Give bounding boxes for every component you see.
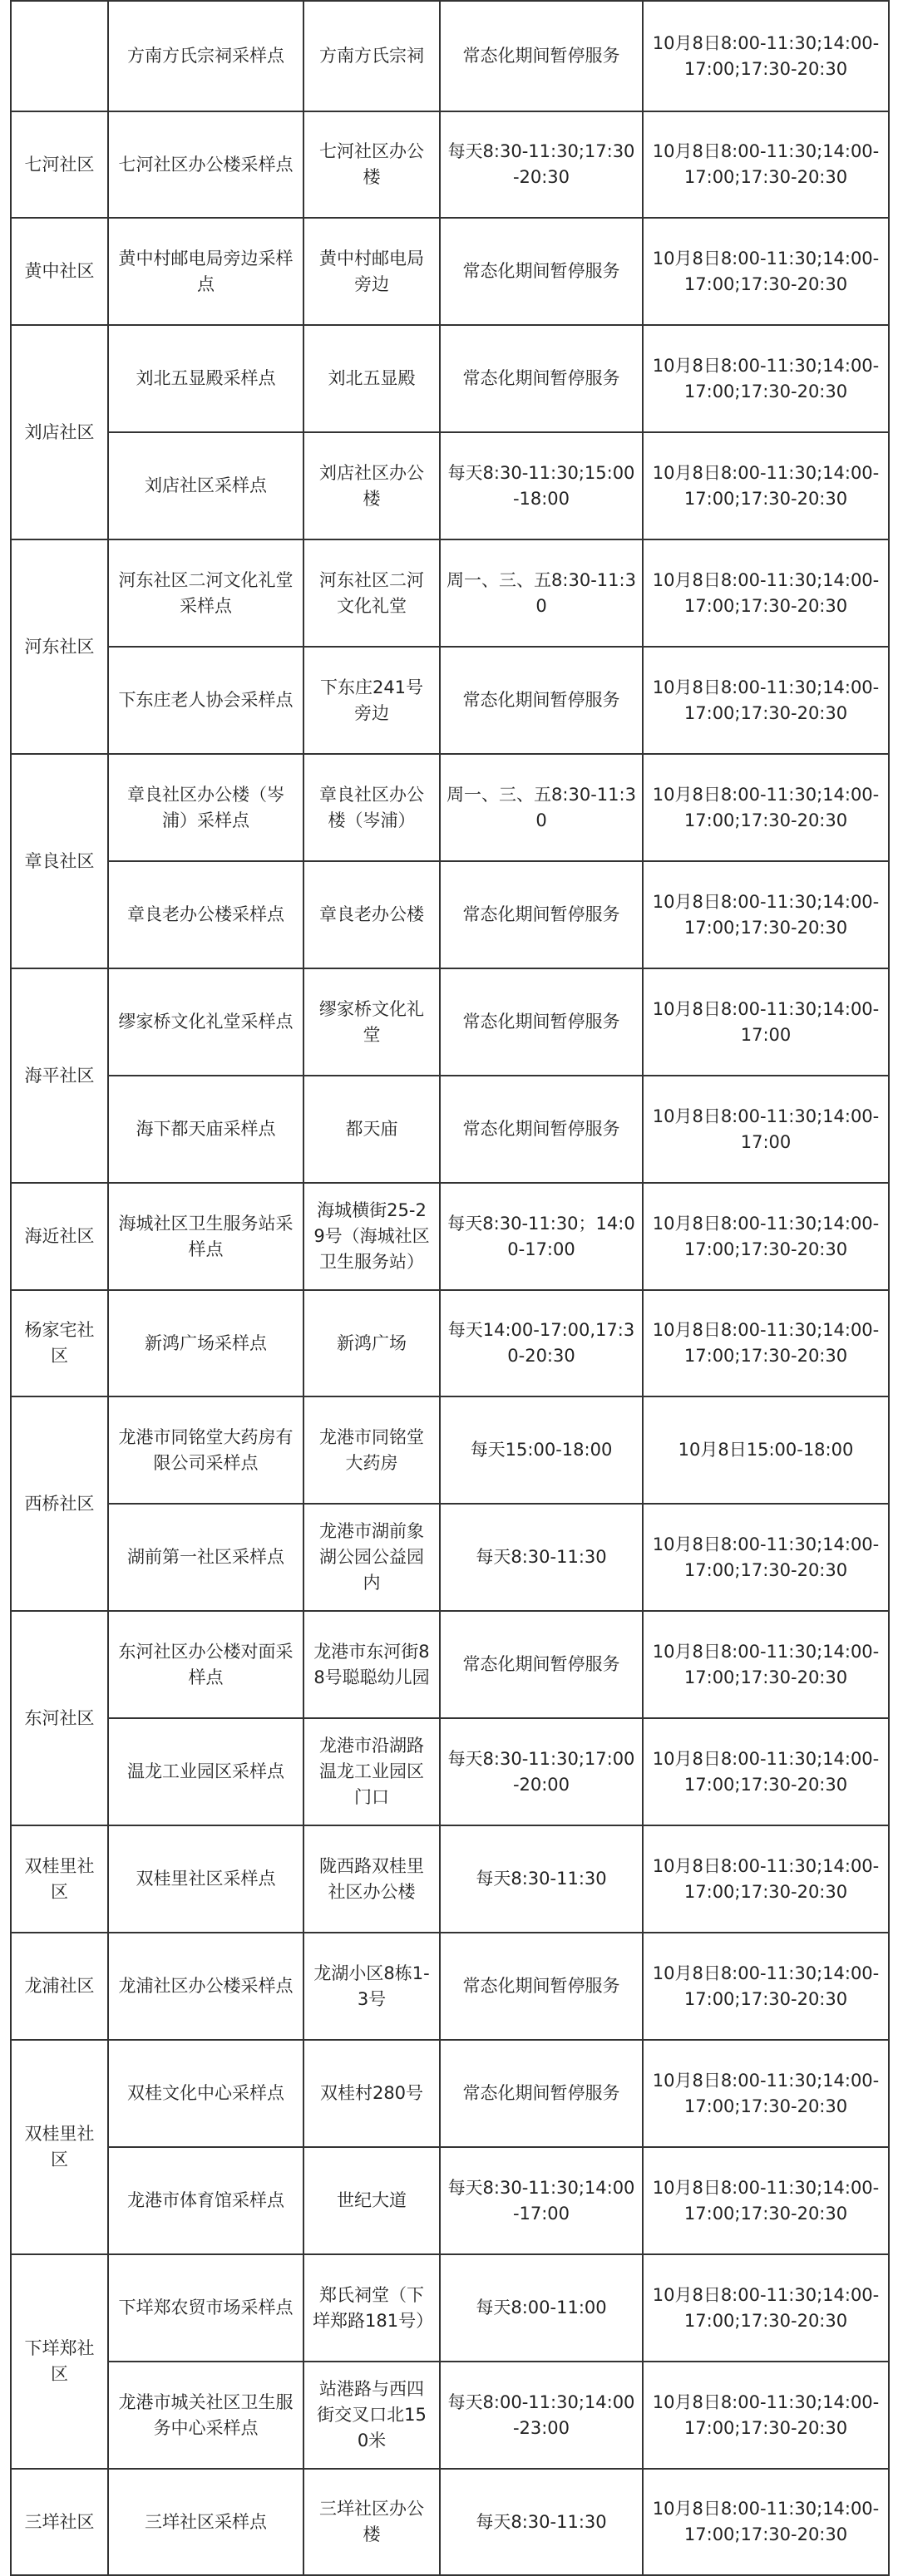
routine-hours-cell: 每天8:30-11:30 xyxy=(440,1825,643,1933)
table-row xyxy=(11,325,889,432)
community-name-cell: 龙浦社区 xyxy=(11,1933,108,2040)
table-row xyxy=(11,1611,889,1718)
community-name-cell: 河东社区 xyxy=(11,539,108,754)
routine-hours-cell: 每天8:30-11:30;15:00-18:00 xyxy=(440,432,643,539)
routine-hours-cell: 常态化期间暂停服务 xyxy=(440,1,643,111)
table-row xyxy=(11,1183,889,1290)
community-name-cell xyxy=(11,1,108,111)
table-row xyxy=(11,1825,889,1933)
table-row xyxy=(11,432,889,539)
site-name-cell: 章良老办公楼采样点 xyxy=(108,861,303,968)
oct8-hours-cell: 10月8日8:00-11:30;14:00-17:00;17:30-20:30 xyxy=(643,2147,889,2254)
table-row xyxy=(11,968,889,1076)
site-address-cell: 方南方氏宗祠 xyxy=(303,1,440,111)
site-address-cell: 龙港市湖前象湖公园公益园内 xyxy=(303,1504,440,1611)
table-row xyxy=(11,2040,889,2147)
site-address-cell: 章良老办公楼 xyxy=(303,861,440,968)
routine-hours-cell: 每天8:30-11:30 xyxy=(440,1504,643,1611)
routine-hours-cell: 每天8:30-11:30;17:00-20:00 xyxy=(440,1718,643,1825)
site-address-cell: 黄中村邮电局旁边 xyxy=(303,218,440,325)
routine-hours-cell: 周一、三、五8:30-11:30 xyxy=(440,754,643,861)
site-address-cell: 龙湖小区8栋1-3号 xyxy=(303,1933,440,2040)
community-name-cell: 章良社区 xyxy=(11,754,108,968)
oct8-hours-cell: 10月8日8:00-11:30;14:00-17:00;17:30-20:30 xyxy=(643,754,889,861)
site-name-cell: 黄中村邮电局旁边采样点 xyxy=(108,218,303,325)
site-address-cell: 世纪大道 xyxy=(303,2147,440,2254)
site-name-cell: 刘店社区采样点 xyxy=(108,432,303,539)
community-name-cell: 双桂里社区 xyxy=(11,2040,108,2254)
community-name-cell: 刘店社区 xyxy=(11,325,108,539)
site-address-cell: 站港路与西四街交叉口北150米 xyxy=(303,2362,440,2469)
oct8-hours-cell: 10月8日8:00-11:30;14:00-17:00;17:30-20:30 xyxy=(643,218,889,325)
oct8-hours-cell: 10月8日8:00-11:30;14:00-17:00;17:30-20:30 xyxy=(643,1718,889,1825)
oct8-hours-cell: 10月8日8:00-11:30;14:00-17:00;17:30-20:30 xyxy=(643,539,889,647)
routine-hours-cell: 常态化期间暂停服务 xyxy=(440,968,643,1076)
table-row xyxy=(11,1,889,111)
site-name-cell: 温龙工业园区采样点 xyxy=(108,1718,303,1825)
community-name-cell: 海平社区 xyxy=(11,968,108,1183)
site-name-cell: 龙港市体育馆采样点 xyxy=(108,2147,303,2254)
routine-hours-cell: 常态化期间暂停服务 xyxy=(440,2040,643,2147)
site-address-cell: 刘北五显殿 xyxy=(303,325,440,432)
site-address-cell: 郑氏祠堂（下垟郑路181号） xyxy=(303,2254,440,2362)
site-name-cell: 双桂里社区采样点 xyxy=(108,1825,303,1933)
routine-hours-cell: 常态化期间暂停服务 xyxy=(440,325,643,432)
community-name-cell: 东河社区 xyxy=(11,1611,108,1825)
table-row xyxy=(11,1396,889,1504)
community-name-cell: 下垟郑社区 xyxy=(11,2254,108,2469)
routine-hours-cell: 常态化期间暂停服务 xyxy=(440,861,643,968)
community-name-cell: 黄中社区 xyxy=(11,218,108,325)
site-name-cell: 龙港市城关社区卫生服务中心采样点 xyxy=(108,2362,303,2469)
site-address-cell: 刘店社区办公楼 xyxy=(303,432,440,539)
site-address-cell: 下东庄241号旁边 xyxy=(303,647,440,754)
oct8-hours-cell: 10月8日8:00-11:30;14:00-17:00 xyxy=(643,968,889,1076)
oct8-hours-cell: 10月8日8:00-11:30;14:00-17:00;17:30-20:30 xyxy=(643,1933,889,2040)
routine-hours-cell: 常态化期间暂停服务 xyxy=(440,218,643,325)
routine-hours-cell: 每天15:00-18:00 xyxy=(440,1396,643,1504)
site-name-cell: 龙浦社区办公楼采样点 xyxy=(108,1933,303,2040)
table-row xyxy=(11,647,889,754)
site-name-cell: 三垟社区采样点 xyxy=(108,2469,303,2575)
site-address-cell: 陇西路双桂里社区办公楼 xyxy=(303,1825,440,1933)
oct8-hours-cell: 10月8日8:00-11:30;14:00-17:00;17:30-20:30 xyxy=(643,2254,889,2362)
routine-hours-cell: 常态化期间暂停服务 xyxy=(440,1611,643,1718)
oct8-hours-cell: 10月8日8:00-11:30;14:00-17:00;17:30-20:30 xyxy=(643,111,889,218)
site-name-cell: 章良社区办公楼（岑浦）采样点 xyxy=(108,754,303,861)
routine-hours-cell: 常态化期间暂停服务 xyxy=(440,1076,643,1183)
routine-hours-cell: 周一、三、五8:30-11:30 xyxy=(440,539,643,647)
oct8-hours-cell: 10月8日8:00-11:30;14:00-17:00;17:30-20:30 xyxy=(643,325,889,432)
site-name-cell: 新鸿广场采样点 xyxy=(108,1290,303,1396)
site-address-cell: 龙港市东河街88号聪聪幼儿园 xyxy=(303,1611,440,1718)
table-row xyxy=(11,1076,889,1183)
site-name-cell: 龙港市同铭堂大药房有限公司采样点 xyxy=(108,1396,303,1504)
oct8-hours-cell: 10月8日8:00-11:30;14:00-17:00;17:30-20:30 xyxy=(643,1825,889,1933)
oct8-hours-cell: 10月8日8:00-11:30;14:00-17:00 xyxy=(643,1076,889,1183)
table-row xyxy=(11,111,889,218)
oct8-hours-cell: 10月8日8:00-11:30;14:00-17:00;17:30-20:30 xyxy=(643,647,889,754)
site-address-cell: 龙港市沿湖路温龙工业园区门口 xyxy=(303,1718,440,1825)
site-name-cell: 东河社区办公楼对面采样点 xyxy=(108,1611,303,1718)
site-address-cell: 章良社区办公楼（岑浦） xyxy=(303,754,440,861)
routine-hours-cell: 每天8:00-11:00 xyxy=(440,2254,643,2362)
table-row xyxy=(11,1718,889,1825)
table-row xyxy=(11,754,889,861)
site-name-cell: 下垟郑农贸市场采样点 xyxy=(108,2254,303,2362)
site-name-cell: 双桂文化中心采样点 xyxy=(108,2040,303,2147)
routine-hours-cell: 常态化期间暂停服务 xyxy=(440,1933,643,2040)
oct8-hours-cell: 10月8日8:00-11:30;14:00-17:00;17:30-20:30 xyxy=(643,1504,889,1611)
routine-hours-cell: 常态化期间暂停服务 xyxy=(440,647,643,754)
community-name-cell: 双桂里社区 xyxy=(11,1825,108,1933)
site-address-cell: 新鸿广场 xyxy=(303,1290,440,1396)
table-body xyxy=(11,1,889,2575)
site-address-cell: 都天庙 xyxy=(303,1076,440,1183)
oct8-hours-cell: 10月8日8:00-11:30;14:00-17:00;17:30-20:30 xyxy=(643,1,889,111)
community-name-cell: 三垟社区 xyxy=(11,2469,108,2575)
site-address-cell: 河东社区二河文化礼堂 xyxy=(303,539,440,647)
routine-hours-cell: 每天8:30-11:30 xyxy=(440,2469,643,2575)
oct8-hours-cell: 10月8日8:00-11:30;14:00-17:00;17:30-20:30 xyxy=(643,2040,889,2147)
site-name-cell: 湖前第一社区采样点 xyxy=(108,1504,303,1611)
table-row xyxy=(11,1290,889,1396)
oct8-hours-cell: 10月8日8:00-11:30;14:00-17:00;17:30-20:30 xyxy=(643,1183,889,1290)
site-address-cell: 缪家桥文化礼堂 xyxy=(303,968,440,1076)
site-name-cell: 河东社区二河文化礼堂采样点 xyxy=(108,539,303,647)
table-row xyxy=(11,2469,889,2575)
site-name-cell: 缪家桥文化礼堂采样点 xyxy=(108,968,303,1076)
community-name-cell: 杨家宅社区 xyxy=(11,1290,108,1396)
site-address-cell: 海城横街25-29号（海城社区卫生服务站） xyxy=(303,1183,440,1290)
community-name-cell: 西桥社区 xyxy=(11,1396,108,1611)
oct8-hours-cell: 10月8日8:00-11:30;14:00-17:00;17:30-20:30 xyxy=(643,861,889,968)
oct8-hours-cell: 10月8日8:00-11:30;14:00-17:00;17:30-20:30 xyxy=(643,2469,889,2575)
sampling-sites-table xyxy=(10,0,890,2576)
site-name-cell: 海下都天庙采样点 xyxy=(108,1076,303,1183)
site-address-cell: 三垟社区办公楼 xyxy=(303,2469,440,2575)
table-row xyxy=(11,2147,889,2254)
table-row xyxy=(11,2254,889,2362)
table-row xyxy=(11,2362,889,2469)
site-address-cell: 双桂村280号 xyxy=(303,2040,440,2147)
table-row xyxy=(11,218,889,325)
site-name-cell: 下东庄老人协会采样点 xyxy=(108,647,303,754)
table-row xyxy=(11,539,889,647)
oct8-hours-cell: 10月8日8:00-11:30;14:00-17:00;17:30-20:30 xyxy=(643,1611,889,1718)
oct8-hours-cell: 10月8日8:00-11:30;14:00-17:00;17:30-20:30 xyxy=(643,2362,889,2469)
table-row xyxy=(11,1504,889,1611)
oct8-hours-cell: 10月8日8:00-11:30;14:00-17:00;17:30-20:30 xyxy=(643,1290,889,1396)
routine-hours-cell: 每天8:30-11:30；14:00-17:00 xyxy=(440,1183,643,1290)
table-row xyxy=(11,1933,889,2040)
routine-hours-cell: 每天8:00-11:30;14:00-23:00 xyxy=(440,2362,643,2469)
routine-hours-cell: 每天14:00-17:00,17:30-20:30 xyxy=(440,1290,643,1396)
oct8-hours-cell: 10月8日15:00-18:00 xyxy=(643,1396,889,1504)
site-name-cell: 海城社区卫生服务站采样点 xyxy=(108,1183,303,1290)
routine-hours-cell: 每天8:30-11:30;14:00-17:00 xyxy=(440,2147,643,2254)
table-row xyxy=(11,861,889,968)
site-name-cell: 七河社区办公楼采样点 xyxy=(108,111,303,218)
site-name-cell: 方南方氏宗祠采样点 xyxy=(108,1,303,111)
site-address-cell: 七河社区办公楼 xyxy=(303,111,440,218)
community-name-cell: 海近社区 xyxy=(11,1183,108,1290)
community-name-cell: 七河社区 xyxy=(11,111,108,218)
oct8-hours-cell: 10月8日8:00-11:30;14:00-17:00;17:30-20:30 xyxy=(643,432,889,539)
site-address-cell: 龙港市同铭堂大药房 xyxy=(303,1396,440,1504)
routine-hours-cell: 每天8:30-11:30;17:30-20:30 xyxy=(440,111,643,218)
site-name-cell: 刘北五显殿采样点 xyxy=(108,325,303,432)
